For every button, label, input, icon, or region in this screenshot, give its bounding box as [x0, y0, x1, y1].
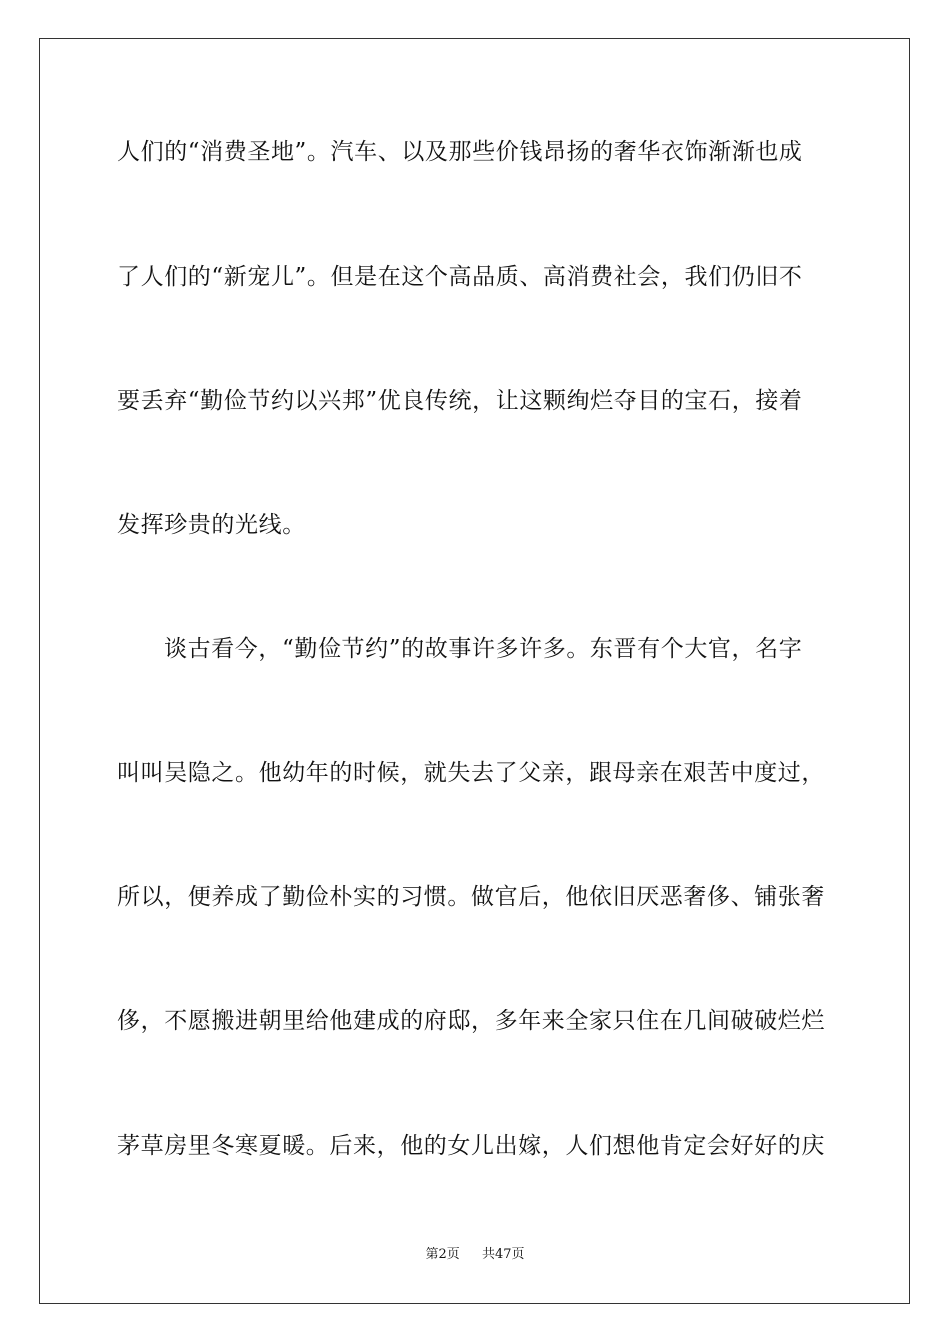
body-text-line-7: 所以，便养成了勤俭朴实的习惯。做官后，他依旧厌恶奢侈、铺张奢 — [117, 884, 825, 910]
body-text-line-4: 发挥珍贵的光线。 — [117, 512, 306, 538]
body-text-line-9: 茅草房里冬寒夏暖。后来，他的女儿出嫁，人们想他肯定会好好的庆 — [117, 1133, 825, 1159]
paragraph-start-line-5: 谈古看今，“勤俭节约”的故事许多许多。东晋有个大官，名字 — [164, 636, 803, 662]
body-text-line-3: 要丢弃“勤俭节约以兴邦”优良传统，让这颗绚烂夺目的宝石，接着 — [117, 388, 803, 414]
total-pages: 共47页 — [482, 1247, 525, 1262]
body-text-line-6: 叫叫吴隐之。他幼年的时候，就失去了父亲，跟母亲在艰苦中度过， — [117, 760, 825, 786]
body-text-line-2: 了人们的“新宠儿”。但是在这个高品质、高消费社会，我们仍旧不 — [117, 264, 803, 290]
body-text-line-1: 人们的“消费圣地”。汽车、以及那些价钱昂扬的奢华衣饰渐渐也成 — [117, 139, 803, 165]
page-footer — [0, 1247, 950, 1263]
page-border — [39, 38, 910, 1304]
page-number: 第2页 — [425, 1247, 460, 1262]
body-text-line-8: 侈，不愿搬进朝里给他建成的府邸，多年来全家只住在几间破破烂烂 — [117, 1008, 825, 1034]
